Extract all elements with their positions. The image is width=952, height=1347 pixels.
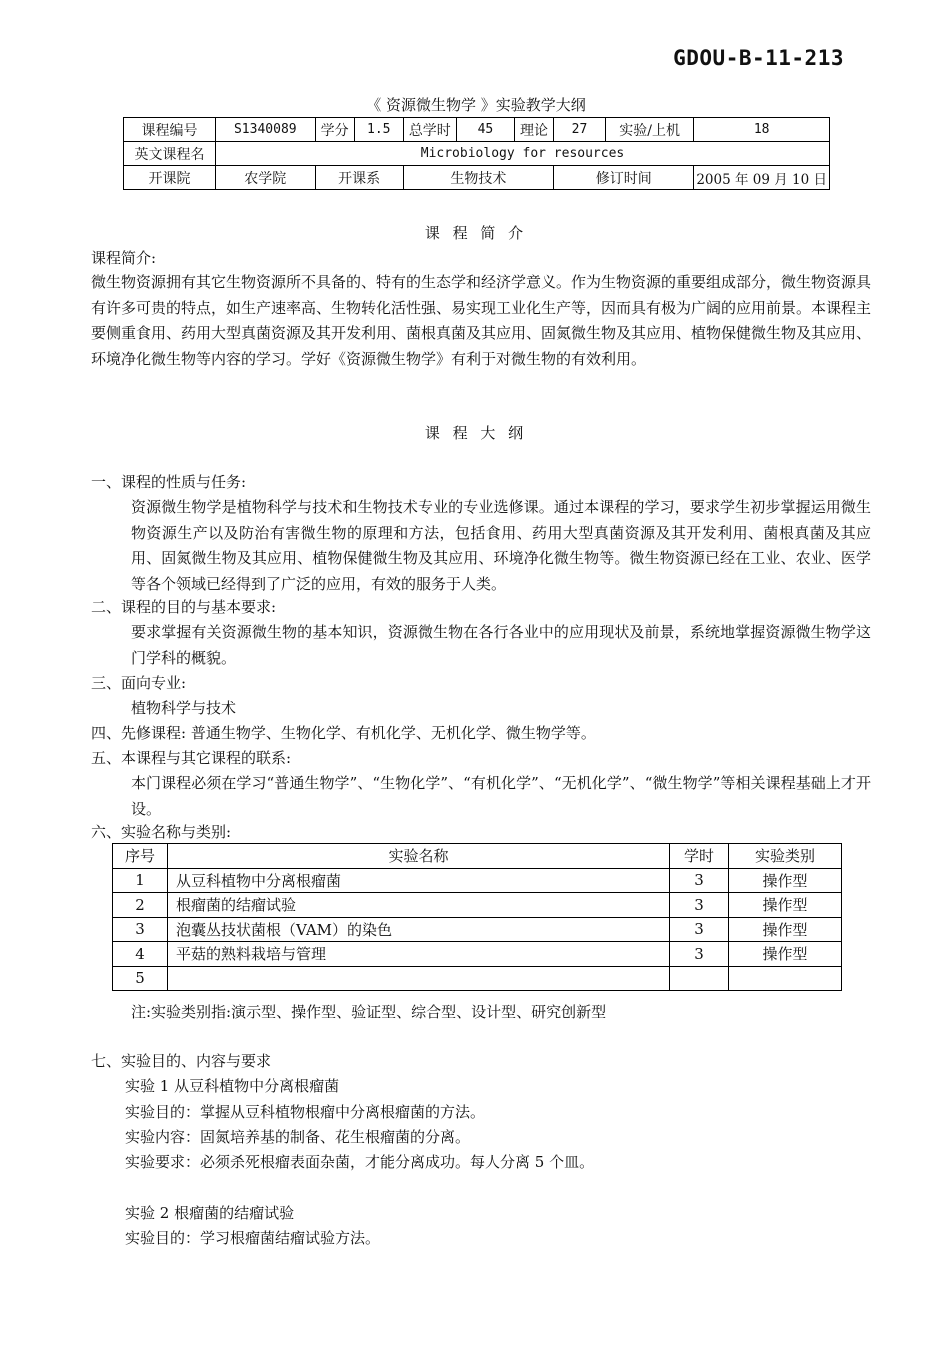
header-name: 实验名称	[168, 844, 670, 869]
section-2-title: 二、课程的目的与基本要求:	[91, 598, 277, 616]
section-5-text: 本门课程必须在学习“普通生物学”、“生物化学”、“有机化学”、“无机化学”、“微生物学”等相关课程基础上才开设。	[131, 774, 871, 818]
experiment-table	[112, 843, 842, 991]
theory-label: 理论	[514, 118, 553, 142]
row-type: 操作型	[729, 893, 842, 918]
table-row	[113, 917, 842, 942]
section-3-text: 植物科学与技术	[131, 699, 237, 717]
row-index: 5	[113, 966, 168, 991]
header-hours: 学时	[670, 844, 729, 869]
experiment-2-title: 实验 2 根瘤菌的结瘤试验	[125, 1204, 295, 1222]
row-name: 从豆科植物中分离根瘤菌	[168, 868, 670, 893]
section-7-title: 七、实验目的、内容与要求	[91, 1052, 272, 1070]
row-type: 操作型	[729, 942, 842, 967]
row-index: 3	[113, 917, 168, 942]
row-hours: 3	[670, 868, 729, 893]
english-name-value: Microbiology for resources	[216, 142, 830, 166]
section-2-text: 要求掌握有关资源微生物的基本知识，资源微生物在各行各业中的应用现状及前景，系统地掌握资源微生物学这门学科的概貌。	[131, 623, 871, 667]
intro-label: 课程简介:	[91, 249, 157, 267]
outline-heading: 课 程 大 纲	[424, 424, 528, 442]
row-name: 根瘤菌的结瘤试验	[168, 893, 670, 918]
header-index: 序号	[113, 844, 168, 869]
row-index: 1	[113, 868, 168, 893]
info-row-2	[124, 142, 830, 166]
section-5-title: 五、本课程与其它课程的联系:	[91, 749, 292, 767]
lab-hours-value: 18	[694, 118, 830, 142]
section-3-title: 三、面向专业:	[91, 674, 187, 692]
table-row	[113, 893, 842, 918]
row-type: 操作型	[729, 868, 842, 893]
document-code: GDOU-B-11-213	[673, 46, 844, 70]
table-row	[113, 942, 842, 967]
experiment-1-content: 实验内容：固氮培养基的制备、花生根瘤菌的分离。	[125, 1128, 471, 1146]
row-name: 平菇的熟料栽培与管理	[168, 942, 670, 967]
college-value: 农学院	[216, 166, 316, 190]
course-info-table	[123, 117, 830, 190]
course-code-value: S1340089	[216, 118, 316, 142]
header-type: 实验类别	[729, 844, 842, 869]
lab-label: 实验/上机	[605, 118, 693, 142]
section-6-title: 六、实验名称与类别:	[91, 823, 232, 841]
total-hours-label: 总学时	[403, 118, 456, 142]
row-index: 4	[113, 942, 168, 967]
revision-date-value: 2005 年 09 月 10 日	[694, 166, 830, 190]
row-hours: 3	[670, 942, 729, 967]
experiment-1-requirement: 实验要求：必须杀死根瘤表面杂菌，才能分离成功。每人分离 5 个皿。	[125, 1153, 595, 1171]
info-row-1	[124, 118, 830, 142]
experiment-1-title: 实验 1 从豆科植物中分离根瘤菌	[125, 1077, 340, 1095]
section-4-text: 四、先修课程: 普通生物学、生物化学、有机化学、无机化学、微生物学等。	[91, 724, 596, 742]
row-index: 2	[113, 893, 168, 918]
experiment-2-goal: 实验目的：学习根瘤菌结瘤试验方法。	[125, 1229, 381, 1247]
row-type: 操作型	[729, 917, 842, 942]
experiment-table-header	[113, 844, 842, 869]
intro-text: 微生物资源拥有其它生物资源所不具备的、特有的生态学和经济学意义。作为生物资源的重要组成部分，微生物资源具有许多可贵的特点，如生产速率高、生物转化活性强、易实现工业化生产等，因而具有极为广阔的应用前景。本课程主要侧重食用、药用大型真菌资源及其开发利用、菌根真菌及其应用、固氮微生物及其应用、植物保健微生物及其应用、环境净化微生物等内容的学习。学好《资源微生物学》有利于对微生物的有效利用。	[91, 273, 872, 368]
english-name-label: 英文课程名	[124, 142, 216, 166]
row-hours	[670, 966, 729, 991]
experiment-type-note: 注:实验类别指:演示型、操作型、验证型、综合型、设计型、研究创新型	[131, 1003, 607, 1021]
section-1-title: 一、课程的性质与任务:	[91, 473, 247, 491]
credit-value: 1.5	[354, 118, 403, 142]
total-hours-value: 45	[456, 118, 514, 142]
revision-date-label: 修订时间	[554, 166, 694, 190]
table-row	[113, 966, 842, 991]
table-row	[113, 868, 842, 893]
college-label: 开课院	[124, 166, 216, 190]
row-name	[168, 966, 670, 991]
department-value: 生物技术	[403, 166, 553, 190]
theory-hours-value: 27	[554, 118, 606, 142]
document-title: 《 资源微生物学 》实验教学大纲	[366, 96, 586, 114]
row-hours: 3	[670, 893, 729, 918]
section-1-text: 资源微生物学是植物科学与技术和生物技术专业的专业选修课。通过本课程的学习，要求学生初步掌握运用微生物资源生产以及防治有害微生物的原理和方法，包括食用、药用大型真菌资源及其开发利用、菌根真菌及其应用、固氮微生物及其应用、植物保健微生物及其应用、环境净化微生物等。微生物资源已经在工业、农业、医学等各个领域已经得到了广泛的应用，有效的服务于人类。	[131, 498, 871, 593]
experiment-1-goal: 实验目的：掌握从豆科植物根瘤中分离根瘤菌的方法。	[125, 1103, 486, 1121]
course-code-label: 课程编号	[124, 118, 216, 142]
department-label: 开课系	[315, 166, 403, 190]
row-name: 泡囊丛技状菌根（VAM）的染色	[168, 917, 670, 942]
info-row-3	[124, 166, 830, 190]
intro-heading: 课 程 简 介	[424, 224, 528, 242]
credit-label: 学分	[315, 118, 354, 142]
row-hours: 3	[670, 917, 729, 942]
row-type	[729, 966, 842, 991]
